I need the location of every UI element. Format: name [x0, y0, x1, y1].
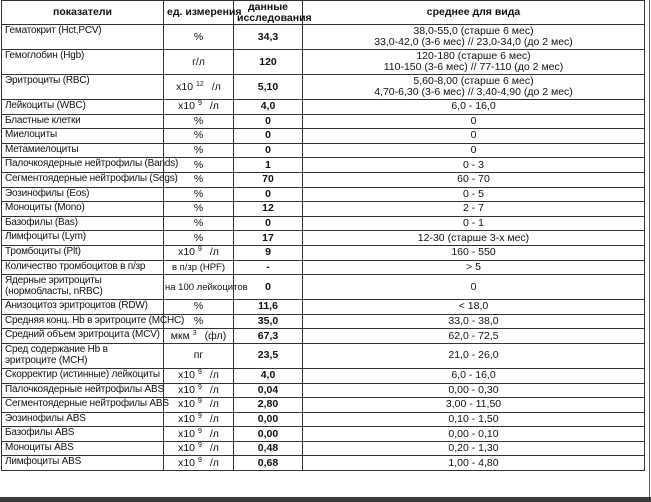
indicator-name: Моноциты ABS — [2, 441, 164, 456]
unit-cell: % — [164, 231, 234, 246]
reference-range — [303, 456, 645, 471]
reference-range — [303, 368, 645, 383]
result-value: 0 — [234, 143, 303, 158]
unit-cell — [164, 427, 234, 442]
table-row — [2, 441, 645, 456]
result-value: 0 — [234, 129, 303, 144]
table-row — [2, 300, 645, 315]
unit-suffix: /л — [209, 456, 219, 469]
bottom-bar — [0, 497, 651, 502]
unit-exponent: 9 — [197, 442, 202, 450]
table-row — [2, 172, 645, 187]
unit-cell: % — [164, 300, 234, 315]
unit-cell: % — [164, 129, 234, 144]
reference-line: 110-150 (3-6 мес) // 77-110 (до 2 мес) — [383, 61, 564, 73]
unit-cell: % — [164, 158, 234, 173]
unit-base: x10 — [178, 398, 196, 411]
reference-range — [303, 441, 645, 456]
result-value: 17 — [234, 231, 303, 246]
reference-line: 12-30 (старше 3-х мес) — [417, 231, 530, 244]
indicator-name: Палочкоядерные нейтрофилы ABS — [2, 383, 164, 398]
table-row — [2, 187, 645, 202]
indicator-name: Моноциты (Mono) — [2, 202, 164, 217]
reference-line: 0,20 - 1,30 — [448, 442, 499, 455]
reference-line: 33,0 - 38,0 — [448, 315, 499, 328]
unit-exponent: 12 — [196, 80, 204, 88]
header-unit: ед. измерения — [164, 1, 234, 25]
unit-cell — [164, 329, 234, 344]
reference-range — [303, 216, 645, 231]
result-value: 5,10 — [234, 75, 303, 100]
unit-base: x10 — [178, 369, 196, 382]
unit-base: x10 — [178, 442, 196, 455]
unit-cell: на 100 лейкоцитов — [164, 275, 234, 300]
unit-base: мкм — [170, 329, 190, 342]
table-row — [2, 456, 645, 471]
unit-exponent: 3 — [192, 329, 197, 337]
unit-cell — [164, 412, 234, 427]
header-value: данные исследования — [234, 1, 303, 25]
result-value: 9 — [234, 245, 303, 260]
unit-base: x10 — [178, 427, 196, 440]
blood-test-table — [1, 0, 645, 471]
reference-range — [303, 245, 645, 260]
result-value: 0 — [234, 216, 303, 231]
unit-cell — [164, 368, 234, 383]
reference-range — [303, 50, 645, 75]
reference-line: 21,0 - 26,0 — [448, 349, 499, 362]
indicator-name: Сегментоядерные нейтрофилы ABS — [2, 398, 164, 413]
indicator-name: Анизоцитоз эритроцитов (RDW) — [2, 300, 164, 315]
unit-cell: % — [164, 187, 234, 202]
result-value: 0 — [234, 114, 303, 129]
reference-line: 0 - 1 — [462, 217, 484, 230]
reference-line: 60 - 70 — [457, 173, 490, 186]
reference-line: 62,0 - 72,5 — [448, 329, 499, 342]
unit-cell — [164, 383, 234, 398]
reference-range — [303, 158, 645, 173]
result-value: 34,3 — [234, 25, 303, 50]
result-value: 35,0 — [234, 314, 303, 329]
unit-cell: % — [164, 202, 234, 217]
result-value: 4,0 — [234, 368, 303, 383]
result-value: 1 — [234, 158, 303, 173]
reference-line: 0 - 5 — [462, 187, 484, 200]
result-value: 70 — [234, 172, 303, 187]
unit-exponent: 9 — [197, 369, 202, 377]
result-value: 0 — [234, 275, 303, 300]
unit-suffix: (фл) — [204, 329, 227, 342]
indicator-name: Эозинофилы (Eos) — [2, 187, 164, 202]
reference-line: 0 — [470, 114, 477, 127]
page-edge — [649, 0, 650, 497]
result-value: 67,3 — [234, 329, 303, 344]
table-row — [2, 231, 645, 246]
indicator-name: Скорректир (истинные) лейкоциты — [2, 368, 164, 383]
reference-range — [303, 202, 645, 217]
indicator-name: Средний объем эритроцита (MCV) — [2, 329, 164, 344]
unit-cell — [164, 75, 234, 100]
reference-range — [303, 187, 645, 202]
unit-suffix: /л — [209, 412, 219, 425]
reference-range — [303, 143, 645, 158]
indicator-name: Лейкоциты (WBC) — [2, 100, 164, 115]
reference-line: 1,00 - 4,80 — [448, 456, 499, 469]
table-row — [2, 50, 645, 75]
result-value: 0,68 — [234, 456, 303, 471]
reference-range — [303, 25, 645, 50]
table-row — [2, 114, 645, 129]
reference-line: 33,0-42,0 (3-6 мес) // 23,0-34,0 (до 2 мес) — [374, 36, 573, 48]
unit-cell: % — [164, 216, 234, 231]
indicator-name: Сегментоядерные нейтрофилы (Segs) — [2, 172, 164, 187]
unit-exponent: 9 — [197, 398, 202, 406]
table-row — [2, 129, 645, 144]
reference-line: 2 - 7 — [462, 202, 484, 215]
reference-line: < 18,0 — [458, 300, 489, 313]
reference-line: > 5 — [466, 260, 481, 273]
reference-line: 38,0-55,0 (старше 6 мес) — [413, 25, 534, 37]
table-row — [2, 412, 645, 427]
table-row — [2, 260, 645, 275]
table-row — [2, 398, 645, 413]
table-row — [2, 216, 645, 231]
reference-range — [303, 172, 645, 187]
table-row — [2, 25, 645, 50]
reference-range — [303, 329, 645, 344]
unit-exponent: 9 — [197, 456, 202, 464]
reference-range — [303, 398, 645, 413]
indicator-name: Миелоциты — [2, 129, 164, 144]
reference-line: 0 — [470, 280, 477, 293]
reference-range — [303, 314, 645, 329]
result-value: 0,00 — [234, 412, 303, 427]
unit-cell — [164, 245, 234, 260]
reference-range — [303, 412, 645, 427]
table-row — [2, 202, 645, 217]
reference-line: 120-180 (старше 6 мес) — [416, 50, 531, 62]
unit-base: x10 — [176, 80, 194, 93]
reference-line: 5,60-8,00 (старше 6 мес) — [413, 75, 534, 87]
header-reference: среднее для вида — [303, 1, 645, 25]
unit-exponent: 9 — [197, 427, 202, 435]
unit-cell — [164, 398, 234, 413]
indicator-name: Эозинофилы ABS — [2, 412, 164, 427]
indicator-name: Ядерные эритроциты (нормобласты, nRBC) — [2, 275, 164, 300]
unit-suffix: /л — [209, 100, 219, 113]
result-value: 11,6 — [234, 300, 303, 315]
reference-line: 0 — [470, 129, 477, 142]
table-row — [2, 143, 645, 158]
unit-cell: % — [164, 114, 234, 129]
indicator-name: Количество тромбоцитов в п/зр — [2, 260, 164, 275]
unit-cell — [164, 100, 234, 115]
unit-suffix: /л — [209, 398, 219, 411]
reference-range — [303, 343, 645, 368]
reference-line: 4,70-6,30 (3-6 мес) // 3,40-4,90 (до 2 мес) — [374, 86, 573, 98]
table-row — [2, 100, 645, 115]
result-value: 0,48 — [234, 441, 303, 456]
unit-cell — [164, 441, 234, 456]
reference-line: 6,0 - 16,0 — [451, 369, 496, 382]
indicator-name: Лимфоциты ABS — [2, 456, 164, 471]
indicator-name: Гематокрит (Hct,PCV) — [2, 25, 164, 50]
reference-line: 3,00 - 11,50 — [445, 398, 502, 411]
reference-range — [303, 300, 645, 315]
indicator-name: Тромбоциты (Plt) — [2, 245, 164, 260]
table-row — [2, 329, 645, 344]
unit-cell: пг — [164, 343, 234, 368]
indicator-name: Базофилы ABS — [2, 427, 164, 442]
unit-base: x10 — [178, 246, 196, 259]
unit-suffix: /л — [209, 383, 219, 396]
unit-suffix: /л — [209, 427, 219, 440]
unit-exponent: 9 — [197, 383, 202, 391]
unit-cell: г/л — [164, 50, 234, 75]
result-value: 2,80 — [234, 398, 303, 413]
reference-range — [303, 260, 645, 275]
reference-range — [303, 427, 645, 442]
unit-cell: % — [164, 143, 234, 158]
indicator-name: Гемоглобин (Hgb) — [2, 50, 164, 75]
result-value: 23,5 — [234, 343, 303, 368]
indicator-name: Лимфоциты (Lym) — [2, 231, 164, 246]
unit-base: x10 — [178, 456, 196, 469]
indicator-name: Эритроциты (RBC) — [2, 75, 164, 100]
header-indicator: показатели — [2, 1, 164, 25]
result-value: 12 — [234, 202, 303, 217]
reference-line: 6,0 - 16,0 — [451, 100, 496, 113]
reference-range — [303, 275, 645, 300]
reference-line: 0,00 - 0,10 — [448, 427, 499, 440]
indicator-name: Бластные клетки — [2, 114, 164, 129]
table-row — [2, 383, 645, 398]
indicator-name: Базофилы (Bas) — [2, 216, 164, 231]
table-row — [2, 427, 645, 442]
unit-suffix: /л — [209, 442, 219, 455]
indicator-name: Сред содержание Hb в эритроците (MCH) — [2, 343, 164, 368]
result-value: 0,00 — [234, 427, 303, 442]
indicator-name: Средняя конц. Hb в эритроците (MCHC) — [2, 314, 164, 329]
reference-range — [303, 383, 645, 398]
unit-suffix: /л — [209, 369, 219, 382]
unit-cell: в п/зр (HPF) — [164, 260, 234, 275]
header-row — [2, 1, 645, 25]
result-value: 0,04 — [234, 383, 303, 398]
unit-base: x10 — [178, 383, 196, 396]
unit-cell: % — [164, 314, 234, 329]
table-row — [2, 245, 645, 260]
result-value: 0 — [234, 187, 303, 202]
result-value: 120 — [234, 50, 303, 75]
reference-range — [303, 100, 645, 115]
unit-suffix: /л — [209, 246, 219, 259]
reference-line: 0,00 - 0,30 — [448, 383, 499, 396]
result-value: 4,0 — [234, 100, 303, 115]
unit-exponent: 9 — [197, 246, 202, 254]
table-row — [2, 75, 645, 100]
table-row — [2, 368, 645, 383]
reference-range — [303, 129, 645, 144]
unit-exponent: 9 — [197, 100, 202, 108]
reference-range — [303, 231, 645, 246]
reference-line: 160 - 550 — [451, 246, 496, 259]
unit-suffix: /л — [211, 80, 221, 93]
reference-line: 0,10 - 1,50 — [448, 412, 499, 425]
unit-base: x10 — [178, 412, 196, 425]
unit-cell: % — [164, 25, 234, 50]
unit-cell — [164, 456, 234, 471]
reference-line: 0 — [470, 144, 477, 157]
unit-cell: % — [164, 172, 234, 187]
reference-line: 0 - 3 — [462, 158, 484, 171]
table-row — [2, 275, 645, 300]
indicator-name: Метамиелоциты — [2, 143, 164, 158]
table-row — [2, 314, 645, 329]
table-row — [2, 343, 645, 368]
indicator-name: Палочкоядерные нейтрофилы (Bands) — [2, 158, 164, 173]
table-row — [2, 158, 645, 173]
reference-range — [303, 75, 645, 100]
reference-range — [303, 114, 645, 129]
unit-exponent: 9 — [197, 412, 202, 420]
result-value: - — [234, 260, 303, 275]
unit-base: x10 — [178, 100, 196, 113]
